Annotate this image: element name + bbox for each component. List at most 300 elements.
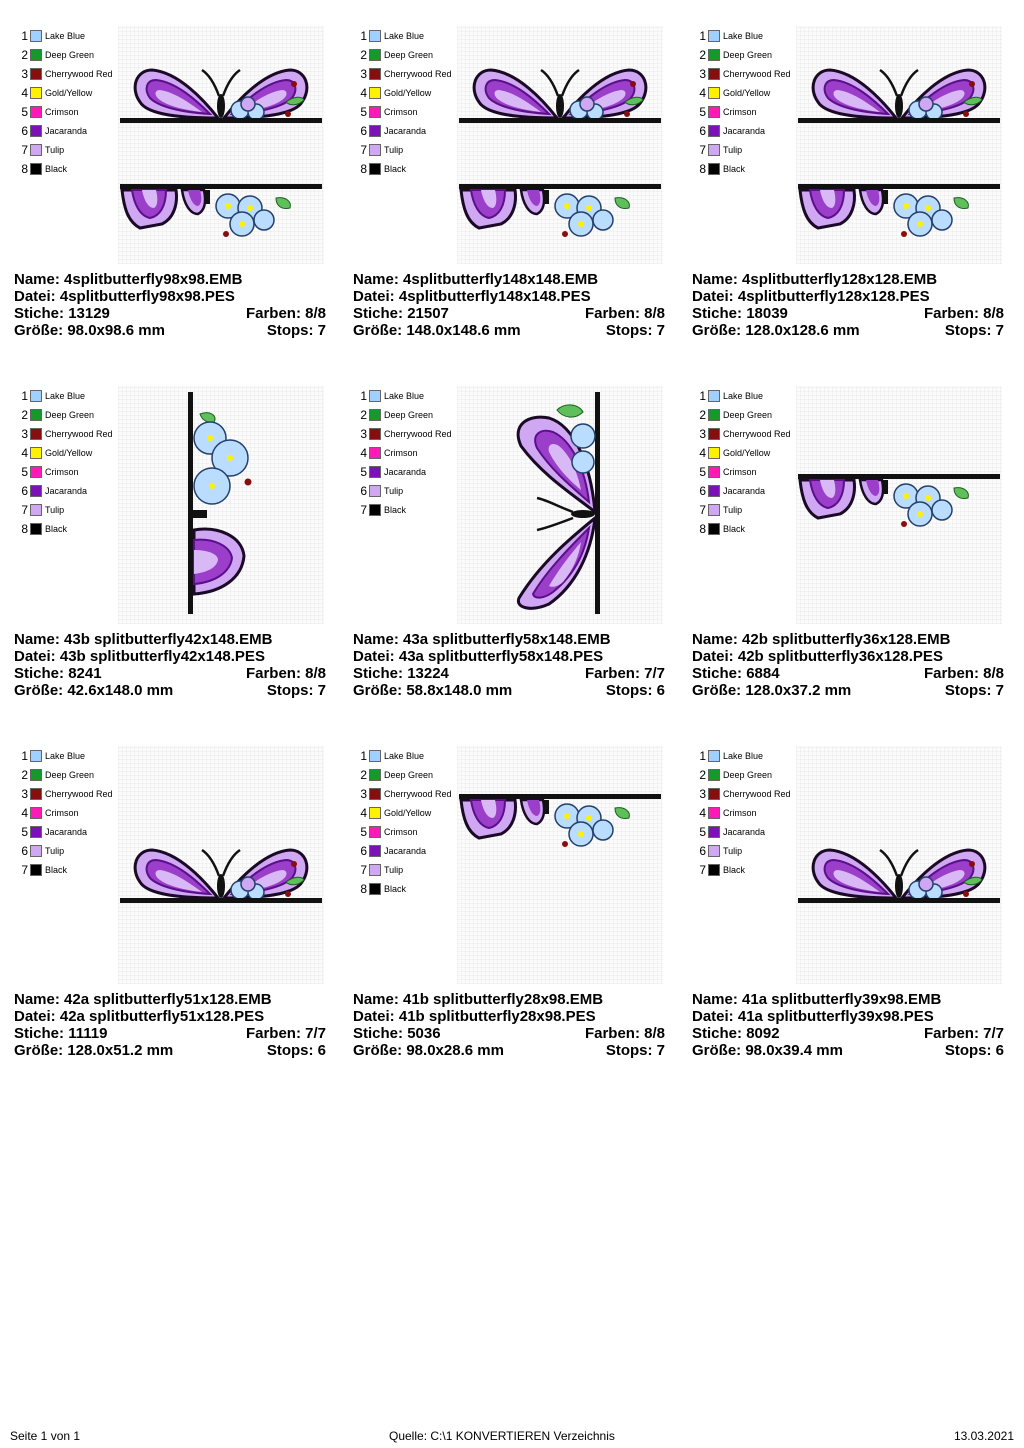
embroidery-art	[118, 386, 324, 624]
design-name: 41b splitbutterfly28x98.EMB	[403, 991, 604, 1008]
legend-row	[694, 803, 791, 822]
legend-number: 6	[699, 123, 706, 138]
legend-number: 6	[699, 483, 706, 498]
stop-count: 6	[656, 682, 665, 699]
legend-number: 1	[360, 388, 367, 403]
legend-row	[694, 841, 791, 860]
stitches-label: Stiche:	[14, 665, 65, 682]
color-legend	[694, 386, 791, 538]
legend-row	[16, 159, 113, 178]
legend-row	[355, 443, 452, 462]
legend-number: 7	[21, 142, 28, 157]
legend-row	[355, 879, 452, 898]
color-name: Deep Green	[723, 769, 773, 780]
design-name: 43a splitbutterfly58x148.EMB	[403, 631, 611, 648]
color-name: Black	[45, 864, 68, 875]
color-name: Lake Blue	[384, 30, 425, 41]
legend-row	[694, 83, 791, 102]
color-name: Lake Blue	[45, 30, 86, 41]
legend-number: 1	[699, 28, 706, 43]
legend-number: 7	[699, 862, 706, 877]
file-label: Datei:	[353, 1008, 395, 1025]
color-swatch	[369, 788, 381, 800]
design-size: 148.0x148.6 mm	[406, 322, 521, 339]
color-swatch	[708, 409, 720, 421]
legend-number: 3	[360, 66, 367, 81]
legend-row	[355, 102, 452, 121]
legend-number: 2	[21, 47, 28, 62]
legend-row	[694, 159, 791, 178]
color-swatch	[708, 504, 720, 516]
embroidery-preview	[796, 746, 1002, 984]
design-info	[692, 631, 1004, 699]
color-swatch	[30, 163, 42, 175]
colors-label: Farben:	[923, 1025, 979, 1042]
legend-row	[355, 765, 452, 784]
design-card	[14, 744, 353, 1104]
legend-row	[16, 481, 113, 500]
size-label: Größe:	[692, 1042, 742, 1059]
design-card	[14, 24, 353, 384]
color-name: Tulip	[723, 144, 743, 155]
color-name: Black	[384, 883, 407, 894]
size-label: Größe:	[14, 1042, 64, 1059]
color-count: 8/8	[644, 305, 665, 322]
design-size: 58.8x148.0 mm	[406, 682, 513, 699]
color-count: 8/8	[983, 305, 1004, 322]
size-label: Größe:	[692, 322, 742, 339]
design-size: 42.6x148.0 mm	[67, 682, 174, 699]
stops-label: Stops:	[605, 1042, 653, 1059]
color-swatch	[708, 125, 720, 137]
legend-number: 2	[21, 407, 28, 422]
legend-row	[694, 45, 791, 64]
color-swatch	[369, 49, 381, 61]
size-label: Größe:	[14, 682, 64, 699]
color-swatch	[708, 49, 720, 61]
design-info	[14, 991, 326, 1059]
legend-row	[694, 424, 791, 443]
embroidery-art	[796, 386, 1002, 624]
legend-row	[355, 424, 452, 443]
legend-number: 5	[360, 464, 367, 479]
legend-row	[355, 386, 452, 405]
legend-row	[694, 822, 791, 841]
design-size: 128.0x128.6 mm	[745, 322, 860, 339]
file-label: Datei:	[692, 648, 734, 665]
legend-row	[694, 102, 791, 121]
color-name: Black	[723, 864, 746, 875]
color-name: Deep Green	[45, 49, 95, 60]
stitch-count: 6884	[746, 665, 780, 682]
embroidery-art	[118, 746, 324, 984]
color-name: Lake Blue	[723, 30, 764, 41]
page-number: Seite 1 von 1	[10, 1429, 81, 1443]
color-swatch	[708, 163, 720, 175]
stop-count: 6	[317, 1042, 326, 1059]
color-swatch	[369, 428, 381, 440]
color-name: Crimson	[723, 466, 757, 477]
name-label: Name:	[353, 631, 399, 648]
legend-number: 6	[360, 843, 367, 858]
design-file: 4splitbutterfly98x98.PES	[59, 288, 235, 305]
color-name: Gold/Yellow	[723, 87, 771, 98]
legend-row	[355, 841, 452, 860]
legend-row	[355, 405, 452, 424]
legend-number: 3	[360, 426, 367, 441]
color-swatch	[30, 68, 42, 80]
stitch-count: 8241	[68, 665, 102, 682]
legend-row	[355, 481, 452, 500]
color-swatch	[708, 750, 720, 762]
legend-row	[694, 64, 791, 83]
legend-row	[16, 462, 113, 481]
color-swatch	[30, 106, 42, 118]
legend-row	[355, 64, 452, 83]
legend-number: 5	[360, 104, 367, 119]
legend-row	[355, 803, 452, 822]
design-info	[692, 991, 1004, 1059]
legend-number: 7	[360, 862, 367, 877]
color-swatch	[369, 485, 381, 497]
legend-row	[16, 746, 113, 765]
design-card	[353, 384, 692, 744]
legend-number: 2	[360, 47, 367, 62]
stops-label: Stops:	[944, 682, 992, 699]
design-name: 43b splitbutterfly42x148.EMB	[64, 631, 273, 648]
legend-number: 8	[699, 521, 706, 536]
legend-row	[694, 386, 791, 405]
legend-number: 4	[21, 445, 28, 460]
stitch-count: 8092	[746, 1025, 780, 1042]
stitch-count: 11119	[68, 1025, 108, 1042]
color-name: Deep Green	[384, 769, 434, 780]
stitches-label: Stiche:	[14, 1025, 65, 1042]
legend-number: 4	[699, 445, 706, 460]
legend-number: 3	[360, 786, 367, 801]
source-path: Quelle: C:\1 KONVERTIEREN Verzeichnis	[389, 1429, 615, 1443]
file-label: Datei:	[353, 288, 395, 305]
legend-number: 3	[21, 426, 28, 441]
size-label: Größe:	[353, 322, 403, 339]
color-legend	[16, 386, 113, 538]
color-swatch	[30, 826, 42, 838]
legend-number: 1	[21, 748, 28, 763]
size-label: Größe:	[353, 1042, 403, 1059]
legend-row	[16, 424, 113, 443]
color-swatch	[369, 864, 381, 876]
stitches-label: Stiche:	[692, 305, 743, 322]
embroidery-preview	[796, 386, 1002, 624]
design-name: 42b splitbutterfly36x128.EMB	[742, 631, 951, 648]
legend-row	[16, 822, 113, 841]
color-swatch	[369, 106, 381, 118]
color-name: Tulip	[45, 504, 65, 515]
color-swatch	[369, 390, 381, 402]
legend-row	[16, 841, 113, 860]
color-swatch	[708, 864, 720, 876]
name-label: Name:	[14, 991, 60, 1008]
legend-row	[16, 765, 113, 784]
color-swatch	[708, 447, 720, 459]
color-count: 7/7	[983, 1025, 1004, 1042]
file-label: Datei:	[692, 1008, 734, 1025]
color-name: Black	[384, 163, 407, 174]
color-name: Deep Green	[45, 409, 95, 420]
color-swatch	[369, 409, 381, 421]
color-swatch	[30, 864, 42, 876]
color-swatch	[708, 769, 720, 781]
color-name: Jacaranda	[45, 125, 88, 136]
color-name: Deep Green	[384, 409, 434, 420]
legend-number: 4	[360, 85, 367, 100]
embroidery-art	[796, 26, 1002, 264]
color-name: Gold/Yellow	[45, 447, 93, 458]
color-name: Tulip	[45, 144, 65, 155]
color-name: Crimson	[45, 466, 79, 477]
color-name: Jacaranda	[723, 826, 766, 837]
legend-row	[16, 45, 113, 64]
color-name: Tulip	[384, 144, 404, 155]
design-file: 42b splitbutterfly36x128.PES	[737, 648, 943, 665]
legend-row	[694, 519, 791, 538]
legend-number: 4	[21, 805, 28, 820]
legend-row	[16, 102, 113, 121]
embroidery-preview	[457, 26, 663, 264]
color-name: Lake Blue	[723, 390, 764, 401]
stitches-label: Stiche:	[353, 1025, 404, 1042]
legend-row	[16, 500, 113, 519]
color-swatch	[30, 788, 42, 800]
legend-number: 6	[21, 123, 28, 138]
color-swatch	[369, 845, 381, 857]
color-legend	[694, 746, 791, 879]
legend-row	[355, 159, 452, 178]
color-name: Deep Green	[723, 49, 773, 60]
legend-number: 8	[699, 161, 706, 176]
color-swatch	[369, 30, 381, 42]
legend-number: 6	[360, 123, 367, 138]
legend-number: 3	[21, 786, 28, 801]
color-swatch	[30, 466, 42, 478]
legend-row	[694, 405, 791, 424]
embroidery-preview	[796, 26, 1002, 264]
color-swatch	[30, 504, 42, 516]
stop-count: 7	[317, 682, 326, 699]
legend-row	[694, 500, 791, 519]
design-file: 43b splitbutterfly42x148.PES	[59, 648, 265, 665]
embroidery-art	[457, 746, 663, 984]
legend-number: 5	[699, 824, 706, 839]
color-swatch	[708, 144, 720, 156]
legend-number: 3	[699, 786, 706, 801]
color-legend	[355, 26, 452, 178]
color-swatch	[369, 826, 381, 838]
legend-number: 4	[21, 85, 28, 100]
color-name: Jacaranda	[45, 826, 88, 837]
legend-number: 2	[360, 767, 367, 782]
legend-number: 1	[360, 28, 367, 43]
color-name: Tulip	[45, 845, 65, 856]
legend-row	[16, 121, 113, 140]
design-file: 42a splitbutterfly51x128.PES	[59, 1008, 265, 1025]
color-swatch	[708, 845, 720, 857]
name-label: Name:	[692, 991, 738, 1008]
color-name: Lake Blue	[384, 750, 425, 761]
file-label: Datei:	[14, 648, 56, 665]
legend-row	[694, 746, 791, 765]
legend-number: 1	[699, 388, 706, 403]
legend-number: 7	[360, 142, 367, 157]
design-file: 41b splitbutterfly28x98.PES	[398, 1008, 596, 1025]
color-legend	[355, 386, 452, 519]
color-swatch	[708, 30, 720, 42]
color-count: 8/8	[644, 1025, 665, 1042]
legend-number: 7	[21, 502, 28, 517]
legend-number: 7	[360, 502, 367, 517]
design-size: 98.0x28.6 mm	[406, 1042, 504, 1059]
legend-row	[355, 83, 452, 102]
color-swatch	[708, 106, 720, 118]
embroidery-art	[796, 746, 1002, 984]
color-name: Black	[45, 523, 68, 534]
legend-number: 2	[21, 767, 28, 782]
size-label: Größe:	[692, 682, 742, 699]
color-name: Crimson	[723, 106, 757, 117]
embroidery-art	[457, 386, 663, 624]
design-info	[353, 991, 665, 1059]
stops-label: Stops:	[944, 322, 992, 339]
color-name: Lake Blue	[384, 390, 425, 401]
design-card	[14, 384, 353, 744]
color-swatch	[369, 769, 381, 781]
design-card	[692, 24, 1014, 384]
design-file: 4splitbutterfly148x148.PES	[398, 288, 591, 305]
color-name: Gold/Yellow	[723, 447, 771, 458]
design-card	[692, 384, 1014, 744]
legend-number: 3	[21, 66, 28, 81]
color-name: Tulip	[723, 845, 743, 856]
legend-number: 1	[21, 28, 28, 43]
color-name: Deep Green	[45, 769, 95, 780]
color-swatch	[30, 447, 42, 459]
color-swatch	[369, 447, 381, 459]
color-name: Crimson	[384, 826, 418, 837]
stop-count: 7	[317, 322, 326, 339]
stitches-label: Stiche:	[353, 305, 404, 322]
legend-number: 5	[699, 104, 706, 119]
stitches-label: Stiche:	[692, 1025, 743, 1042]
color-name: Gold/Yellow	[384, 807, 432, 818]
color-name: Cherrywood Red	[384, 68, 452, 79]
color-swatch	[708, 485, 720, 497]
legend-number: 6	[21, 843, 28, 858]
color-swatch	[30, 845, 42, 857]
colors-label: Farben:	[923, 305, 979, 322]
color-swatch	[30, 523, 42, 535]
color-swatch	[708, 87, 720, 99]
color-swatch	[30, 769, 42, 781]
color-name: Crimson	[723, 807, 757, 818]
legend-row	[16, 784, 113, 803]
color-name: Deep Green	[723, 409, 773, 420]
color-name: Cherrywood Red	[384, 428, 452, 439]
name-label: Name:	[14, 631, 60, 648]
design-name: 4splitbutterfly98x98.EMB	[64, 271, 243, 288]
legend-row	[16, 405, 113, 424]
legend-row	[16, 140, 113, 159]
color-name: Crimson	[45, 106, 79, 117]
color-name: Cherrywood Red	[45, 788, 113, 799]
color-name: Crimson	[384, 106, 418, 117]
size-label: Größe:	[14, 322, 64, 339]
stop-count: 7	[656, 1042, 665, 1059]
color-name: Black	[384, 504, 407, 515]
color-swatch	[369, 163, 381, 175]
stop-count: 7	[656, 322, 665, 339]
legend-row	[16, 26, 113, 45]
design-name: 4splitbutterfly148x148.EMB	[403, 271, 599, 288]
color-swatch	[30, 87, 42, 99]
print-date: 13.03.2021	[953, 1429, 1014, 1443]
legend-number: 5	[21, 824, 28, 839]
legend-number: 1	[699, 748, 706, 763]
legend-row	[355, 784, 452, 803]
color-swatch	[369, 504, 381, 516]
legend-number: 6	[360, 483, 367, 498]
legend-number: 7	[699, 502, 706, 517]
stitches-label: Stiche:	[692, 665, 743, 682]
colors-label: Farben:	[245, 665, 301, 682]
design-card	[353, 744, 692, 1104]
design-file: 4splitbutterfly128x128.PES	[737, 288, 930, 305]
color-swatch	[30, 125, 42, 137]
legend-number: 3	[699, 426, 706, 441]
embroidery-art	[118, 26, 324, 264]
color-count: 7/7	[305, 1025, 326, 1042]
file-label: Datei:	[14, 288, 56, 305]
color-swatch	[30, 144, 42, 156]
color-name: Crimson	[384, 447, 418, 458]
stitch-count: 5036	[407, 1025, 441, 1042]
legend-number: 7	[21, 862, 28, 877]
stitch-count: 13129	[68, 305, 110, 322]
design-name: 4splitbutterfly128x128.EMB	[742, 271, 938, 288]
design-card	[353, 24, 692, 384]
name-label: Name:	[353, 991, 399, 1008]
legend-number: 2	[699, 767, 706, 782]
size-label: Größe:	[353, 682, 403, 699]
color-name: Crimson	[45, 807, 79, 818]
color-name: Gold/Yellow	[384, 87, 432, 98]
legend-row	[694, 140, 791, 159]
color-swatch	[708, 807, 720, 819]
stops-label: Stops:	[605, 682, 653, 699]
stop-count: 7	[995, 682, 1004, 699]
color-swatch	[708, 68, 720, 80]
color-name: Cherrywood Red	[723, 428, 791, 439]
legend-row	[694, 462, 791, 481]
color-swatch	[708, 523, 720, 535]
color-swatch	[708, 428, 720, 440]
color-name: Cherrywood Red	[723, 788, 791, 799]
colors-label: Farben:	[584, 305, 640, 322]
color-swatch	[369, 466, 381, 478]
legend-number: 5	[21, 104, 28, 119]
design-size: 128.0x51.2 mm	[67, 1042, 174, 1059]
color-swatch	[708, 390, 720, 402]
legend-row	[16, 803, 113, 822]
